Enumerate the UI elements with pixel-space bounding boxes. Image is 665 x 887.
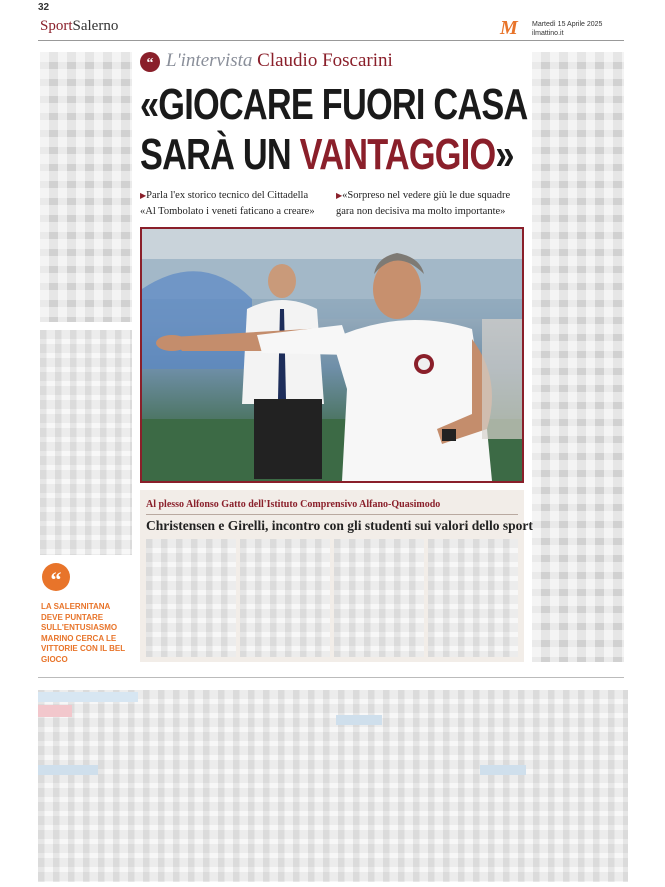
blurred-body-column-2	[240, 539, 330, 657]
mattino-logo: M	[500, 17, 518, 39]
blurred-left-column-lower	[40, 330, 132, 555]
bullet-icon: ▶	[140, 191, 147, 200]
website-text: ilmattino.it	[532, 30, 564, 37]
headline-line-1: «GIOCARE FUORI CASA	[140, 80, 528, 129]
coach-photo-illustration	[142, 229, 522, 481]
blurred-body-column-3	[334, 539, 424, 657]
blurred-blue-cell	[480, 765, 526, 775]
header-divider	[38, 40, 624, 41]
summary-left-2: «Al Tombolato i veneti faticano a creare»	[140, 206, 315, 217]
section-sport: Sport	[40, 18, 73, 34]
kicker-label: L'intervista	[166, 50, 253, 71]
summary-right-2: gara non decisiva ma molto importante»	[336, 206, 506, 217]
article-kicker	[166, 50, 393, 72]
bullet-icon: ▶	[336, 191, 343, 200]
header-date	[532, 20, 602, 38]
page-number: 32	[38, 2, 50, 13]
headline-highlight: VANTAGGIO	[299, 130, 496, 179]
headline-line-2-start: SARÀ UN	[140, 130, 300, 179]
summary-left	[140, 188, 315, 220]
headline-line-2-end: »	[495, 130, 514, 179]
blurred-body-column-1	[146, 539, 236, 657]
blurred-highlight-cell	[38, 705, 72, 717]
section-title	[40, 18, 118, 35]
section-salerno: Salerno	[72, 18, 119, 34]
blurred-blue-cell	[38, 765, 98, 775]
blurred-header-cell	[38, 692, 138, 702]
blurred-left-column	[40, 52, 132, 322]
blurred-body-column-4	[428, 539, 518, 657]
blurred-bottom-table	[38, 690, 628, 882]
kicker-name: Claudio Foscarini	[257, 50, 393, 71]
summary-right-1: «Sorpreso nel vedere giù le due squadre	[342, 190, 511, 201]
bottom-divider	[38, 677, 624, 678]
interview-quote-icon: “	[140, 52, 160, 72]
secondary-article-title: Christensen e Girelli, incontro con gli studenti sui valori dello sport	[146, 518, 533, 533]
date-text: Martedì 15 Aprile 2025	[532, 21, 603, 28]
blurred-blue-cell	[336, 715, 382, 725]
blurred-right-column	[532, 52, 624, 662]
summary-right	[336, 188, 510, 220]
pull-quote-text: LA SALERNITANA DEVE PUNTARE SULL'ENTUSIASMO MARINO CERCA LE VITTORIE CON IL BEL GIOCO	[41, 602, 126, 664]
summary-left-1: Parla l'ex storico tecnico del Cittadella	[146, 190, 309, 201]
secondary-article-kicker: Al plesso Alfonso Gatto dell'Istituto Comprensivo Alfano-Quasimodo	[146, 499, 441, 510]
article-photo	[140, 227, 524, 483]
quote-icon: “	[42, 563, 70, 591]
secondary-article-divider	[146, 514, 518, 515]
headline-line-2	[140, 130, 514, 180]
